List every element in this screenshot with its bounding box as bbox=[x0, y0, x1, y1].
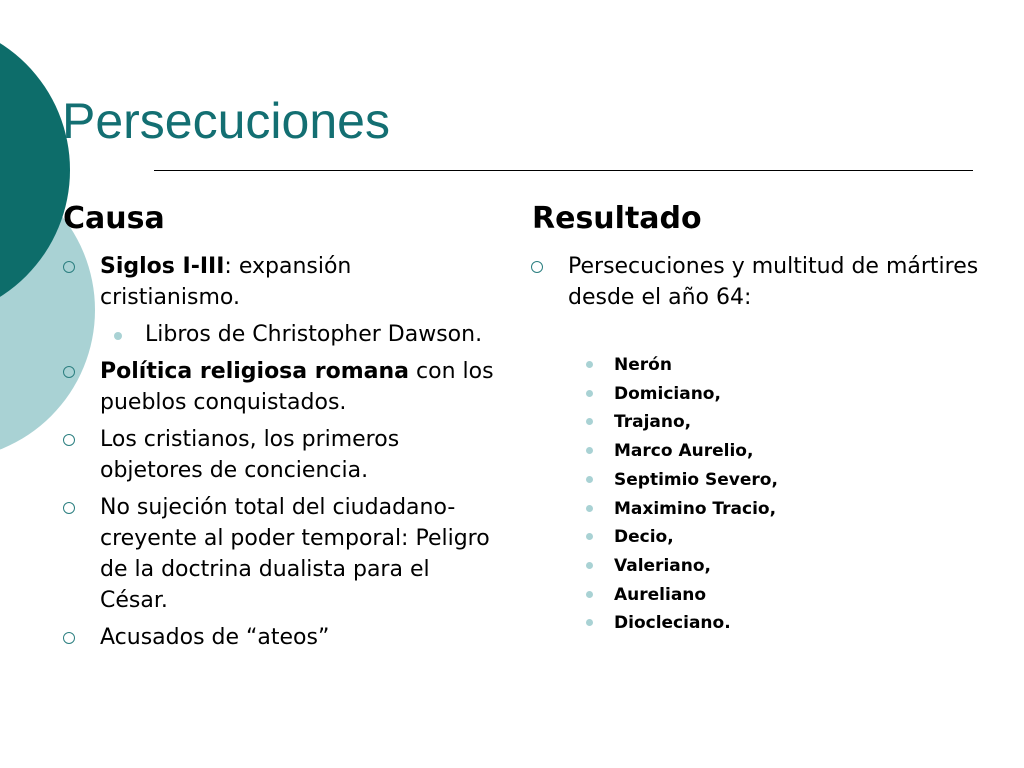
bullet-bold-text: Política religiosa romana bbox=[100, 359, 410, 384]
causa-heading: Causa bbox=[63, 201, 165, 236]
resultado-column bbox=[526, 251, 986, 638]
bullet-text: Acusados de “ateos” bbox=[100, 625, 330, 650]
ring-bullet-icon bbox=[531, 261, 543, 273]
causa-column bbox=[58, 251, 498, 659]
ring-bullet-icon bbox=[63, 366, 75, 378]
dot-bullet-icon bbox=[114, 332, 122, 340]
emperor-item bbox=[526, 408, 986, 437]
emperor-item bbox=[526, 466, 986, 495]
emperor-name: Marco Aurelio, bbox=[614, 441, 754, 462]
bullet-text: : expansión cristianismo. bbox=[100, 254, 352, 310]
subbullet-text: Libros de Christopher Dawson. bbox=[145, 322, 483, 347]
resultado-heading: Resultado bbox=[532, 201, 702, 236]
emperor-name: Domiciano, bbox=[614, 383, 721, 404]
causa-bullet-objetores bbox=[58, 424, 498, 486]
ring-bullet-icon bbox=[63, 502, 75, 514]
emperor-item bbox=[526, 380, 986, 409]
dot-bullet-icon bbox=[586, 418, 593, 425]
emperor-item bbox=[526, 609, 986, 638]
bullet-text: Persecuciones y multitud de mártires desde el año 64: bbox=[568, 254, 979, 310]
dot-bullet-icon bbox=[586, 505, 593, 512]
emperor-name: Valeriano, bbox=[614, 555, 711, 576]
emperor-name: Decio, bbox=[614, 527, 674, 548]
emperor-item bbox=[526, 351, 986, 380]
dot-bullet-icon bbox=[586, 619, 593, 626]
bullet-text: No sujeción total del ciudadano-creyente al poder temporal: Peligro de la doctrina dualista para el César. bbox=[100, 495, 490, 613]
emperor-name: Aureliano bbox=[614, 584, 707, 605]
emperor-list bbox=[526, 351, 986, 638]
emperor-item bbox=[526, 552, 986, 581]
emperor-name: Septimio Severo, bbox=[614, 469, 778, 490]
dot-bullet-icon bbox=[586, 562, 593, 569]
ring-bullet-icon bbox=[63, 261, 75, 273]
causa-bullet-ateos bbox=[58, 622, 498, 653]
emperor-name: Maximino Tracio, bbox=[614, 498, 777, 519]
ring-bullet-icon bbox=[63, 434, 75, 446]
emperor-item bbox=[526, 495, 986, 524]
dot-bullet-icon bbox=[586, 447, 593, 454]
bullet-text: Los cristianos, los primeros objetores de conciencia. bbox=[100, 427, 400, 483]
slide-title: Persecuciones bbox=[62, 93, 390, 149]
dot-bullet-icon bbox=[586, 591, 593, 598]
title-divider bbox=[154, 170, 973, 171]
emperor-item bbox=[526, 581, 986, 610]
causa-bullet-sujecion bbox=[58, 492, 498, 616]
resultado-bullet-intro bbox=[526, 251, 986, 313]
dot-bullet-icon bbox=[586, 533, 593, 540]
emperor-item bbox=[526, 437, 986, 466]
causa-subbullet-dawson bbox=[58, 319, 498, 350]
causa-bullet-siglos bbox=[58, 251, 498, 313]
emperor-name: Diocleciano. bbox=[614, 613, 731, 634]
causa-bullet-politica bbox=[58, 356, 498, 418]
emperor-name: Nerón bbox=[614, 355, 672, 375]
emperor-name: Trajano, bbox=[614, 412, 692, 433]
ring-bullet-icon bbox=[63, 632, 75, 644]
emperor-item bbox=[526, 523, 986, 552]
bullet-text: con los pueblos conquistados. bbox=[100, 359, 494, 415]
dot-bullet-icon bbox=[586, 390, 593, 397]
dot-bullet-icon bbox=[586, 476, 593, 483]
bullet-bold-text: Siglos I-III bbox=[100, 254, 225, 279]
dot-bullet-icon bbox=[586, 361, 593, 368]
